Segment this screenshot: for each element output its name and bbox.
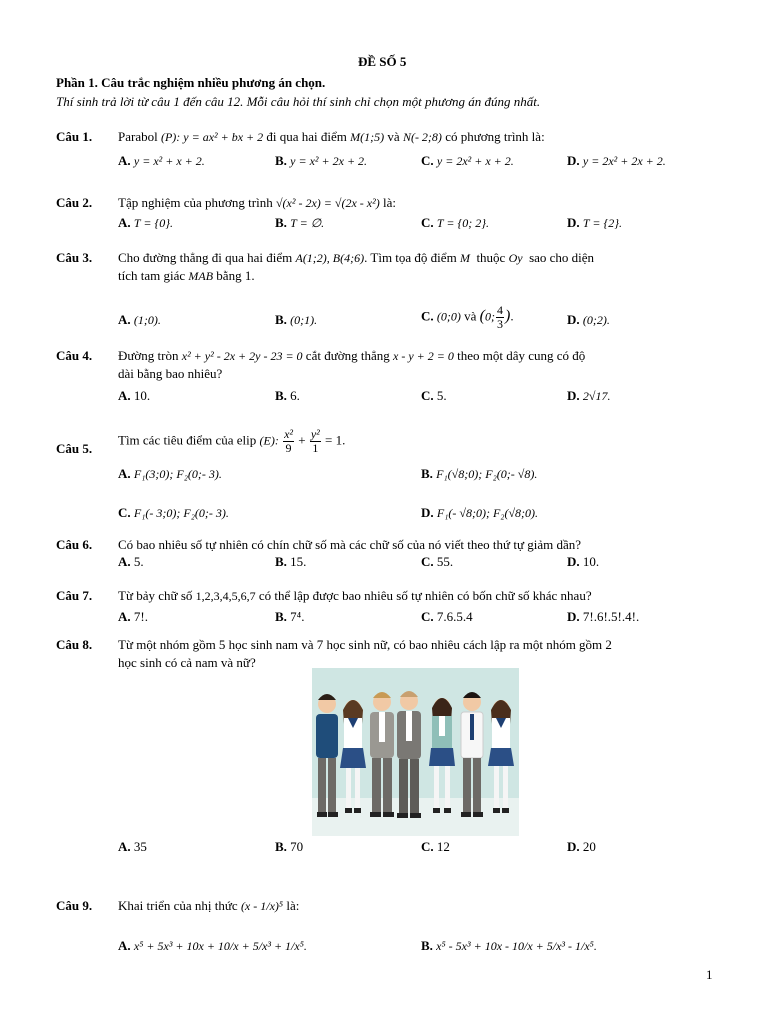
q1-text-a: Parabol <box>118 129 158 144</box>
option-value: 7!. <box>133 609 148 624</box>
option-value: y = x² + 2x + 2. <box>290 154 368 168</box>
option-label: A. <box>118 938 131 953</box>
option-value: (1;0). <box>133 313 161 327</box>
option-value: y = x² + x + 2. <box>133 154 205 168</box>
page-title: ĐỀ SỐ 5 <box>358 54 407 69</box>
q4-option-c[interactable] <box>421 388 447 404</box>
q1-option-c[interactable] <box>421 153 514 169</box>
question-text-3-line1 <box>118 250 594 266</box>
q3-expr-m: M <box>459 251 470 265</box>
q2-option-d[interactable] <box>567 215 622 231</box>
q3-point-pre: 0; <box>485 309 495 324</box>
q9-option-b[interactable] <box>421 938 597 954</box>
option-label: D. <box>567 388 580 403</box>
q1-option-d[interactable] <box>567 153 666 169</box>
q7-expr: 1,2,3,4,5,6,7 <box>195 589 256 603</box>
question-label-8: Câu 8. <box>56 637 93 652</box>
q7-option-c[interactable] <box>421 609 473 625</box>
option-value: 15. <box>290 554 307 569</box>
option-label: C. <box>421 308 434 324</box>
option-label: D. <box>567 312 580 327</box>
option-label: C. <box>421 153 434 168</box>
q4-text-b: cắt đường thẳng <box>305 348 390 363</box>
q8-option-b[interactable] <box>275 839 303 855</box>
paren-open: ( <box>479 307 485 325</box>
q5-expr-eq: = 1. <box>325 432 346 448</box>
q1-expr-m: M(1;5) <box>350 130 385 144</box>
q2-expr: √(x² - 2x) = √(2x - x²) <box>275 196 380 210</box>
option-label: B. <box>275 554 287 569</box>
q3-text-d: sao cho diện <box>529 250 595 265</box>
q5-option-a[interactable] <box>118 466 222 482</box>
option-label: A. <box>118 839 131 854</box>
q5-text-a: Tìm các tiêu điểm của elip <box>118 432 257 448</box>
q4-text-c: theo một dây cung có độ <box>457 348 586 363</box>
option-label: D. <box>567 554 580 569</box>
option-value: T = {0}. <box>133 216 174 230</box>
q9-expr: (x - 1/x)⁵ <box>240 899 284 913</box>
option-label: D. <box>567 609 580 624</box>
paren-close: ) <box>505 307 511 325</box>
q3-option-d[interactable] <box>567 312 610 328</box>
q1-expr-p: (P): y = ax² + bx + 2 <box>160 130 264 144</box>
q1-option-b[interactable] <box>275 153 367 169</box>
q3-text-f: bằng 1. <box>216 268 255 283</box>
q9-option-a[interactable] <box>118 938 307 954</box>
q4-text-a: Đường tròn <box>118 348 179 363</box>
option-label: B. <box>275 609 287 624</box>
question-text-9 <box>118 898 299 914</box>
question-text-5: Tìm các tiêu điểm của elip (E): $\frac{\text{x²}}{9}$ + $\frac{\text{y²}}{1}$ = 1. <box>118 427 346 455</box>
q2-text-b: là: <box>382 195 396 210</box>
option-value: 10. <box>133 388 151 403</box>
option-value: 55. <box>436 554 454 569</box>
q3-text-e: tích tam giác <box>118 268 186 283</box>
q3-option-c-and: và <box>464 308 477 324</box>
q1-text-d: có phương trình là: <box>445 129 545 144</box>
question-label-9: Câu 9. <box>56 898 93 913</box>
option-value: 5. <box>133 554 144 569</box>
option-value: T = {0; 2}. <box>436 216 490 230</box>
option-label: B. <box>275 312 287 327</box>
question-text-7 <box>118 588 592 604</box>
part-heading: Phần 1. Câu trắc nghiệm nhiều phương án chọn. <box>56 75 326 90</box>
option-value: (0;0) <box>436 309 461 324</box>
option-value: 7.6.5.4 <box>436 609 473 624</box>
option-value: (0;2). <box>582 313 610 327</box>
question-text-6: Có bao nhiêu số tự nhiên có chín chữ số mà các chữ số của nó viết theo thứ tự giảm dần? <box>118 537 582 552</box>
q3-fraction <box>496 304 504 331</box>
q6-option-c[interactable] <box>421 554 453 570</box>
q4-expr-circle: x² + y² - 2x + 2y - 23 = 0 <box>181 349 303 363</box>
question-text-8-line2: học sinh có cả nam và nữ? <box>118 655 256 670</box>
option-value: y = 2x² + x + 2. <box>436 154 514 168</box>
q5-frac-2 <box>310 428 321 455</box>
option-label: C. <box>421 388 434 403</box>
q5-option-c[interactable] <box>118 505 229 521</box>
option-label: D. <box>421 505 434 520</box>
q4-option-b[interactable] <box>275 388 300 404</box>
option-label: C. <box>421 839 434 854</box>
q3-option-c[interactable]: C. (0;0) và (0; $\frac{4}{3}$ ). <box>421 303 514 331</box>
option-label: C. <box>421 554 434 569</box>
students-illustration <box>312 668 519 836</box>
q7-option-d[interactable] <box>567 609 639 625</box>
q1-text-b: đi qua hai điểm <box>266 129 347 144</box>
question-text-8-line1: Từ một nhóm gồm 5 học sinh nam và 7 học sinh nữ, có bao nhiêu cách lập ra một nhóm gồm 2 <box>118 637 612 652</box>
question-label-5: Câu 5. <box>56 441 93 456</box>
q3-option-b[interactable] <box>275 312 317 328</box>
option-value: 35 <box>133 839 147 854</box>
q2-option-b[interactable] <box>275 215 324 231</box>
option-value: 70 <box>290 839 304 854</box>
question-text-4-line2: dài bằng bao nhiêu? <box>118 366 223 381</box>
q2-text-a: Tập nghiệm của phương trình <box>118 195 273 210</box>
question-text-4-line1 <box>118 348 585 364</box>
option-value: T = {2}. <box>582 216 623 230</box>
q3-expr-mab: MAB <box>188 269 214 283</box>
option-label: A. <box>118 215 131 230</box>
q8-option-d[interactable] <box>567 839 596 855</box>
option-label: B. <box>275 839 287 854</box>
q7-option-a[interactable] <box>118 609 148 625</box>
question-label-3: Câu 3. <box>56 250 93 265</box>
option-label: B. <box>275 153 287 168</box>
option-label: B. <box>275 215 287 230</box>
option-value: F₁(3;0); F₂(0;- 3). <box>133 467 222 481</box>
frac-den: 3 <box>497 317 503 331</box>
question-text-2 <box>118 195 396 211</box>
q4-option-d[interactable] <box>567 388 610 404</box>
q1-text-c: và <box>387 129 400 144</box>
q9-text-a: Khai triển của nhị thức <box>118 898 238 913</box>
option-label: D. <box>567 839 580 854</box>
option-label: B. <box>421 466 433 481</box>
q3-expr-ab: A(1;2), B(4;6) <box>295 251 365 265</box>
option-label: D. <box>567 215 580 230</box>
question-label-7: Câu 7. <box>56 588 93 603</box>
option-label: D. <box>567 153 580 168</box>
q5-option-b[interactable] <box>421 466 537 482</box>
option-value: T = ∅. <box>290 216 325 230</box>
question-text-3-line2 <box>118 268 255 284</box>
q5-frac-1 <box>283 428 294 455</box>
option-value: (0;1). <box>290 313 318 327</box>
option-label: A. <box>118 609 131 624</box>
option-label: C. <box>421 215 434 230</box>
q1-option-a[interactable] <box>118 153 205 169</box>
frac-num: 4 <box>497 303 503 317</box>
question-text-1 <box>118 129 545 145</box>
option-label: A. <box>118 312 131 327</box>
q9-text-b: là: <box>286 898 300 913</box>
question-label-2: Câu 2. <box>56 195 93 210</box>
option-label: C. <box>421 609 434 624</box>
question-label-6: Câu 6. <box>56 537 93 552</box>
frac-num: y² <box>310 427 320 441</box>
q2-option-c[interactable] <box>421 215 489 231</box>
option-value: F₁(- √8;0); F₂(√8;0). <box>436 506 539 520</box>
option-label: B. <box>275 388 287 403</box>
option-value: F₁(- 3;0); F₂(0;- 3). <box>133 506 229 520</box>
option-value: F₁(√8;0); F₂(0;- √8). <box>436 467 538 481</box>
option-label: A. <box>118 153 131 168</box>
option-value: 12 <box>436 839 450 854</box>
option-value: 2√17. <box>582 389 611 403</box>
frac-num: x² <box>284 427 294 441</box>
option-label: A. <box>118 466 131 481</box>
q1-expr-n: N(- 2;8) <box>402 130 442 144</box>
question-label-4: Câu 4. <box>56 348 93 363</box>
option-value: 6. <box>290 388 300 403</box>
q7-text-a: Từ bảy chữ số <box>118 588 193 603</box>
option-value: 7⁴. <box>290 609 305 624</box>
q7-option-b[interactable] <box>275 609 304 625</box>
option-value: x⁵ + 5x³ + 10x + 10/x + 5/x³ + 1/x⁵. <box>133 939 307 953</box>
q2-option-a[interactable] <box>118 215 173 231</box>
option-label: C. <box>118 505 131 520</box>
q3-text-c: thuộc <box>476 250 506 265</box>
option-value: y = 2x² + 2x + 2. <box>582 154 666 168</box>
q8-option-a[interactable] <box>118 839 147 855</box>
q5-option-d[interactable] <box>421 505 538 521</box>
q4-option-a[interactable] <box>118 388 150 404</box>
option-label: A. <box>118 388 131 403</box>
q3-text-b: . Tìm tọa độ điểm <box>364 250 457 265</box>
q6-option-a[interactable] <box>118 554 144 570</box>
frac-den: 1 <box>312 441 319 455</box>
q6-option-b[interactable] <box>275 554 306 570</box>
part-instruction: Thí sinh trả lời từ câu 1 đến câu 12. Mỗi câu hỏi thí sinh chỉ chọn một phương án đúng nhất. <box>56 94 541 109</box>
option-label: A. <box>118 554 131 569</box>
q5-expr-e: (E): <box>259 433 279 448</box>
option-value: 5. <box>436 388 447 403</box>
q7-text-b: có thể lập được bao nhiêu số tự nhiên có bốn chữ số khác nhau? <box>258 588 592 603</box>
frac-den: 9 <box>285 441 292 455</box>
q8-option-c[interactable] <box>421 839 450 855</box>
option-value: 10. <box>582 554 600 569</box>
q6-option-d[interactable] <box>567 554 599 570</box>
question-label-1: Câu 1. <box>56 129 93 144</box>
option-value: 20 <box>582 839 596 854</box>
q3-option-a[interactable] <box>118 312 161 328</box>
q3-text-a: Cho đường thẳng đi qua hai điểm <box>118 250 293 265</box>
option-value: x⁵ - 5x³ + 10x - 10/x + 5/x³ - 1/x⁵. <box>436 939 597 953</box>
option-value: 7!.6!.5!.4!. <box>582 609 640 624</box>
page-number: 1 <box>706 967 713 982</box>
q3-expr-oy: Oy <box>508 251 523 265</box>
option-label: B. <box>421 938 433 953</box>
q4-expr-line: x - y + 2 = 0 <box>393 349 454 363</box>
